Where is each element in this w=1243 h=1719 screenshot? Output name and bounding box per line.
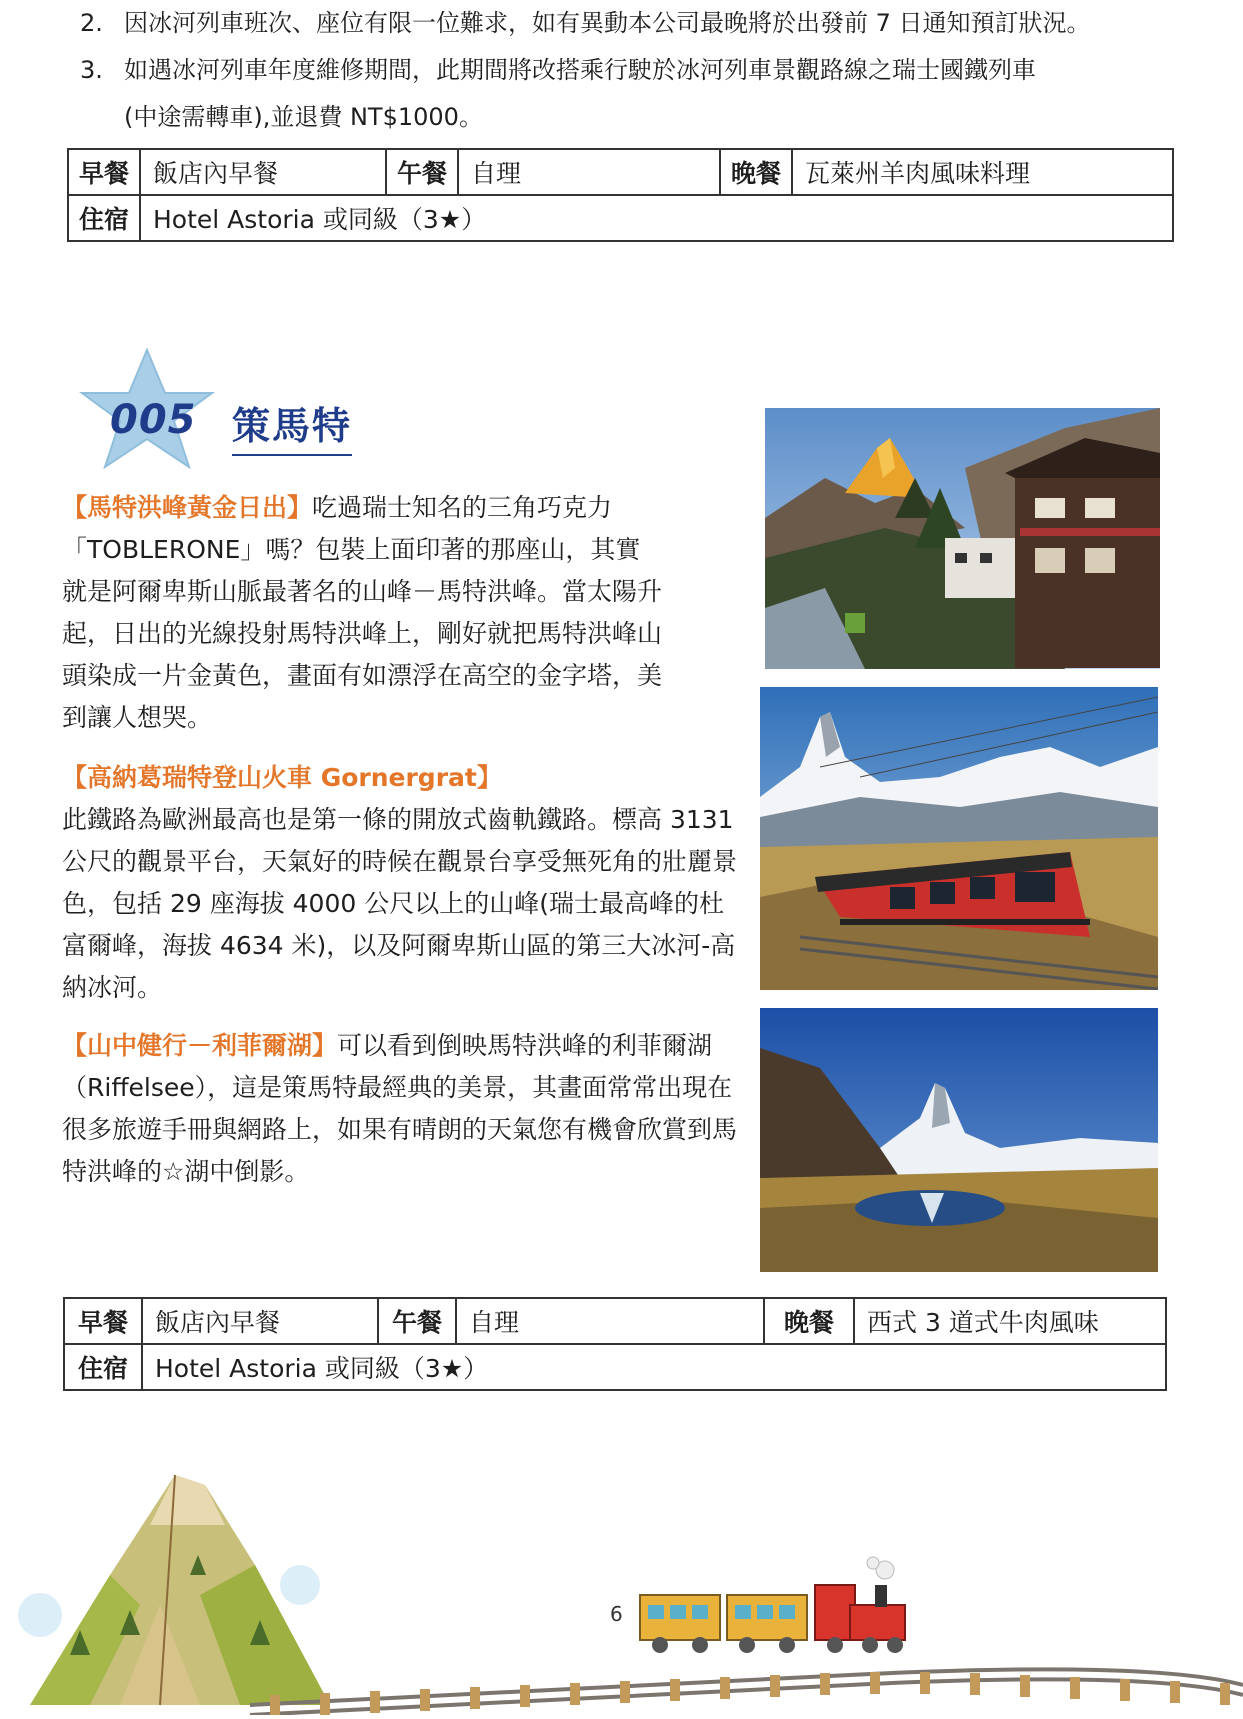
train-illustration — [635, 1555, 915, 1665]
hotel-value: Hotel Astoria 或同級（3★） — [142, 1344, 1166, 1390]
paragraph-sunrise — [62, 487, 662, 739]
breakfast-value: 飯店內早餐 — [140, 149, 386, 195]
photo-gornergrat-train — [760, 687, 1158, 990]
dinner-value: 西式 3 道式牛肉風味 — [854, 1298, 1166, 1344]
paragraph-gornergrat — [62, 757, 742, 1009]
list-text: 因冰河列車班次、座位有限一位難求，如有異動本公司最晚將於出發前 7 日通知預訂狀況。 — [124, 9, 1091, 37]
paragraph-heading: 【馬特洪峰黃金日出】 — [62, 493, 313, 522]
paragraph-heading: 【高納葛瑞特登山火車 Gornergrat】 — [62, 763, 502, 792]
table-row — [64, 1344, 1166, 1390]
paragraph-body: 吃過瑞士知名的三角巧克力「TOBLERONE」嗎？包裝上面印著的那座山，其實就是阿爾卑斯山脈最著名的山峰－馬特洪峰。當太陽升起，日出的光線投射馬特洪峰上，剛好就把馬特洪峰山頭染成一片金黃色，畫面有如漂浮在高空的金字塔，美到讓人想哭。 — [62, 493, 663, 732]
table-row — [68, 195, 1173, 241]
breakfast-label: 早餐 — [68, 149, 140, 195]
list-item — [80, 47, 1190, 94]
hotel-label: 住宿 — [64, 1344, 142, 1390]
meal-table — [67, 148, 1174, 242]
list-text: 如遇冰河列車年度維修期間，此期間將改搭乘行駛於冰河列車景觀路線之瑞士國鐵列車 — [124, 56, 1036, 84]
lunch-label: 午餐 — [386, 149, 458, 195]
section-title: 策馬特 — [232, 395, 352, 456]
hotel-label: 住宿 — [68, 195, 140, 241]
lunch-value: 自理 — [458, 149, 720, 195]
photo-zermatt-village — [765, 408, 1160, 669]
list-item — [80, 0, 1190, 47]
section-number: 005 — [110, 397, 197, 443]
section-heading — [72, 345, 392, 475]
table-row — [68, 149, 1173, 195]
dinner-label: 晚餐 — [720, 149, 792, 195]
meal-table — [63, 1297, 1167, 1391]
hotel-value: Hotel Astoria 或同級（3★） — [140, 195, 1173, 241]
list-number: 2. — [80, 9, 103, 37]
lunch-label: 午餐 — [378, 1298, 456, 1344]
dinner-value: 瓦萊州羊肉風味料理 — [792, 149, 1173, 195]
breakfast-label: 早餐 — [64, 1298, 142, 1344]
list-text-continued: (中途需轉車),並退費 NT$1000。 — [124, 103, 483, 131]
table-row — [64, 1298, 1166, 1344]
paragraph-body: 可以看到倒映馬特洪峰的利菲爾湖（Riffelsee），這是策馬特最經典的美景，其畫面常常出現在很多旅遊手冊與網路上，如果有晴朗的天氣您有機會欣賞到馬特洪峰的☆湖中倒影。 — [62, 1031, 738, 1186]
paragraph-heading: 【山中健行－利菲爾湖】 — [62, 1031, 338, 1060]
paragraph-riffelsee — [62, 1025, 742, 1193]
notes-list — [80, 0, 1190, 141]
list-number: 3. — [80, 56, 103, 84]
breakfast-value: 飯店內早餐 — [142, 1298, 378, 1344]
paragraph-body: 此鐵路為歐洲最高也是第一條的開放式齒軌鐵路。標高 3131 公尺的觀景平台，天氣好的時候在觀景台享受無死角的壯麗景色，包括 29 座海拔 4000 公尺以上的山峰(瑞士最高峰的杜富爾峰，海拔 4634 米)，以及阿爾卑斯山區的第三大冰河-高納冰河。 — [62, 805, 738, 1002]
page-number: 6 — [610, 1602, 623, 1626]
dinner-label: 晚餐 — [764, 1298, 854, 1344]
lunch-value: 自理 — [456, 1298, 764, 1344]
photo-riffelsee-lake — [760, 1008, 1158, 1272]
